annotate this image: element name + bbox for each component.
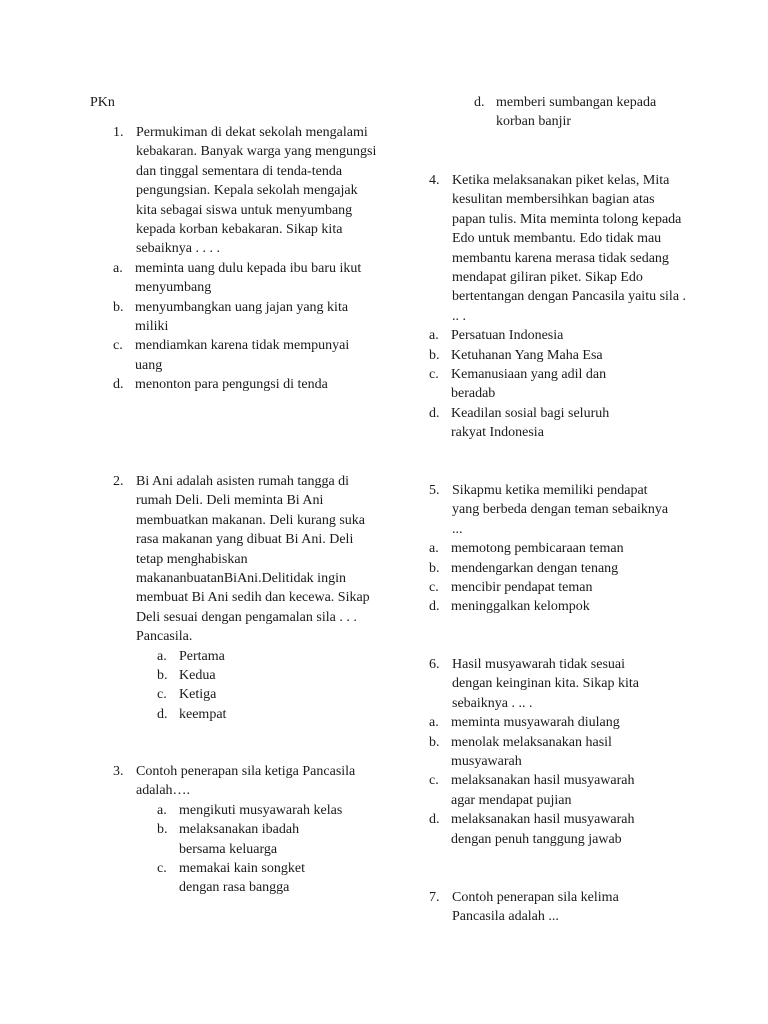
option-c bbox=[429, 578, 689, 597]
option-list bbox=[429, 539, 689, 617]
option-c bbox=[157, 859, 378, 898]
option-text: Pertama bbox=[179, 648, 225, 664]
option-a bbox=[429, 713, 689, 732]
option-letter: c. bbox=[157, 861, 167, 877]
option-text: menyumbangkan uang jajan yang kita miliki bbox=[135, 299, 349, 335]
option-letter: b. bbox=[157, 668, 168, 684]
option-letter: b. bbox=[429, 560, 440, 576]
option-d bbox=[429, 597, 689, 616]
question-number: 5. bbox=[429, 483, 440, 498]
option-list bbox=[429, 326, 689, 442]
option-list bbox=[157, 647, 378, 725]
question-4 bbox=[429, 171, 689, 443]
option-a bbox=[429, 326, 689, 345]
option-letter: a. bbox=[429, 715, 439, 731]
option-letter: b. bbox=[429, 734, 440, 750]
option-letter: c. bbox=[429, 580, 439, 596]
option-a bbox=[113, 259, 378, 298]
option-letter: d. bbox=[157, 706, 168, 722]
option-c bbox=[113, 336, 378, 375]
option-text: Kedua bbox=[179, 668, 216, 684]
option-letter: d. bbox=[429, 405, 440, 421]
option-letter: d. bbox=[113, 377, 124, 393]
option-b bbox=[429, 559, 689, 578]
option-d bbox=[113, 375, 378, 394]
question-1 bbox=[113, 123, 378, 395]
option-letter: b. bbox=[429, 347, 440, 363]
question-number: 4. bbox=[429, 173, 440, 188]
option-b bbox=[157, 666, 378, 685]
option-a bbox=[157, 801, 378, 820]
option-text: Persatuan Indonesia bbox=[451, 328, 564, 344]
option-c bbox=[429, 365, 689, 404]
question-text: Ketika melaksanakan piket kelas, Mita kesulitan membersihkan bagian atas papan tulis. Mita meminta tolong kepada Edo untuk membantu. Edo tidak mau membantu karena merasa tidak sedang mendapat giliran piket. Sikap Edo bertentangan dengan Pancasila yaitu sila . .. . bbox=[452, 173, 687, 324]
option-text: melaksanakan hasil musyawarah agar mendapat pujian bbox=[451, 773, 635, 808]
option-d bbox=[429, 404, 689, 443]
question-number: 6. bbox=[429, 657, 440, 672]
option-text: menolak melaksanakan hasil musyawarah bbox=[451, 734, 612, 770]
question-7 bbox=[429, 888, 689, 927]
option-letter: c. bbox=[113, 338, 123, 354]
option-d bbox=[474, 93, 684, 132]
question-2 bbox=[113, 472, 378, 724]
question-number: 3. bbox=[113, 764, 124, 779]
option-d bbox=[429, 810, 689, 849]
option-text: mendiamkan karena tidak mempunyai uang bbox=[135, 338, 350, 373]
option-text: Keadilan sosial bagi seluruh rakyat Indonesia bbox=[451, 405, 610, 441]
option-letter: a. bbox=[429, 328, 439, 344]
option-text: melaksanakan ibadah bersama keluarga bbox=[179, 822, 300, 857]
question-text: Hasil musyawarah tidak sesuai dengan keinginan kita. Sikap kita sebaiknya . .. . bbox=[452, 657, 640, 711]
option-b bbox=[429, 733, 689, 772]
option-d bbox=[157, 705, 378, 724]
option-b bbox=[113, 298, 378, 337]
option-letter: d. bbox=[429, 599, 440, 615]
option-letter: c. bbox=[429, 773, 439, 789]
option-letter: c. bbox=[157, 687, 167, 703]
option-letter: a. bbox=[157, 802, 167, 818]
option-b bbox=[429, 346, 689, 365]
option-text: memberi sumbangan kepada korban banjir bbox=[496, 95, 657, 130]
option-c bbox=[157, 685, 378, 704]
option-letter: d. bbox=[429, 812, 440, 828]
option-letter: a. bbox=[429, 541, 439, 557]
question-3 bbox=[113, 762, 378, 898]
question-text: Contoh penerapan sila ketiga Pancasila adalah…. bbox=[136, 764, 356, 799]
question-text: Sikapmu ketika memiliki pendapat yang berbeda dengan teman sebaiknya ... bbox=[452, 483, 669, 537]
option-text: mendengarkan dengan tenang bbox=[451, 560, 619, 576]
option-letter: d. bbox=[474, 95, 485, 110]
question-5 bbox=[429, 481, 689, 617]
option-list bbox=[157, 801, 378, 898]
question-3-continued bbox=[474, 93, 684, 132]
question-number: 1. bbox=[113, 125, 124, 140]
option-text: Kemanusiaan yang adil dan beradab bbox=[451, 367, 607, 402]
question-6 bbox=[429, 655, 689, 849]
option-letter: b. bbox=[157, 822, 168, 838]
option-text: mengikuti musyawarah kelas bbox=[179, 802, 343, 818]
option-text: mencibir pendapat teman bbox=[451, 580, 593, 596]
question-number: 2. bbox=[113, 474, 124, 489]
option-text: keempat bbox=[179, 706, 227, 722]
question-text: Permukiman di dekat sekolah mengalami kebakaran. Banyak warga yang mengungsi dan tinggal sementara di tenda-tenda pengungsian. Kepala sekolah mengajak kita sebagai siswa untuk menyumbang kepada korban kebakaran. Sikap kita sebaiknya . . . . bbox=[136, 125, 377, 257]
option-text: memotong pembicaraan teman bbox=[451, 541, 624, 557]
option-list bbox=[474, 93, 684, 132]
option-text: meninggalkan kelompok bbox=[451, 599, 590, 615]
option-a bbox=[157, 647, 378, 666]
option-letter: a. bbox=[113, 260, 123, 276]
option-text: Ketiga bbox=[179, 687, 217, 703]
page-title: PKn bbox=[90, 95, 115, 110]
option-letter: a. bbox=[157, 648, 167, 664]
option-a bbox=[429, 539, 689, 558]
question-text: Contoh penerapan sila kelima Pancasila adalah ... bbox=[452, 890, 619, 925]
option-b bbox=[157, 820, 378, 859]
option-c bbox=[429, 771, 689, 810]
question-number: 7. bbox=[429, 890, 440, 905]
option-text: Ketuhanan Yang Maha Esa bbox=[451, 347, 603, 363]
option-text: meminta musyawarah diulang bbox=[451, 715, 620, 731]
option-text: meminta uang dulu kepada ibu baru ikut menyumbang bbox=[135, 260, 362, 296]
option-text: melaksanakan hasil musyawarah dengan penuh tanggung jawab bbox=[451, 812, 635, 847]
option-list bbox=[429, 713, 689, 849]
question-text: Bi Ani adalah asisten rumah tangga di rumah Deli. Deli meminta Bi Ani membuatkan makanan. Deli kurang suka rasa makanan yang dibuat Bi Ani. Deli tetap menghabiskan makananbuatanBiAni.Delitidak ingin membuat Bi Ani sedih dan kecewa. Sikap Deli sesuai dengan pengamalan sila . . . Pancasila. bbox=[136, 474, 370, 645]
option-letter: b. bbox=[113, 299, 124, 315]
option-list bbox=[113, 259, 378, 395]
option-letter: c. bbox=[429, 367, 439, 383]
option-text: menonton para pengungsi di tenda bbox=[135, 377, 328, 393]
option-text: memakai kain songket dengan rasa bangga bbox=[179, 861, 305, 896]
